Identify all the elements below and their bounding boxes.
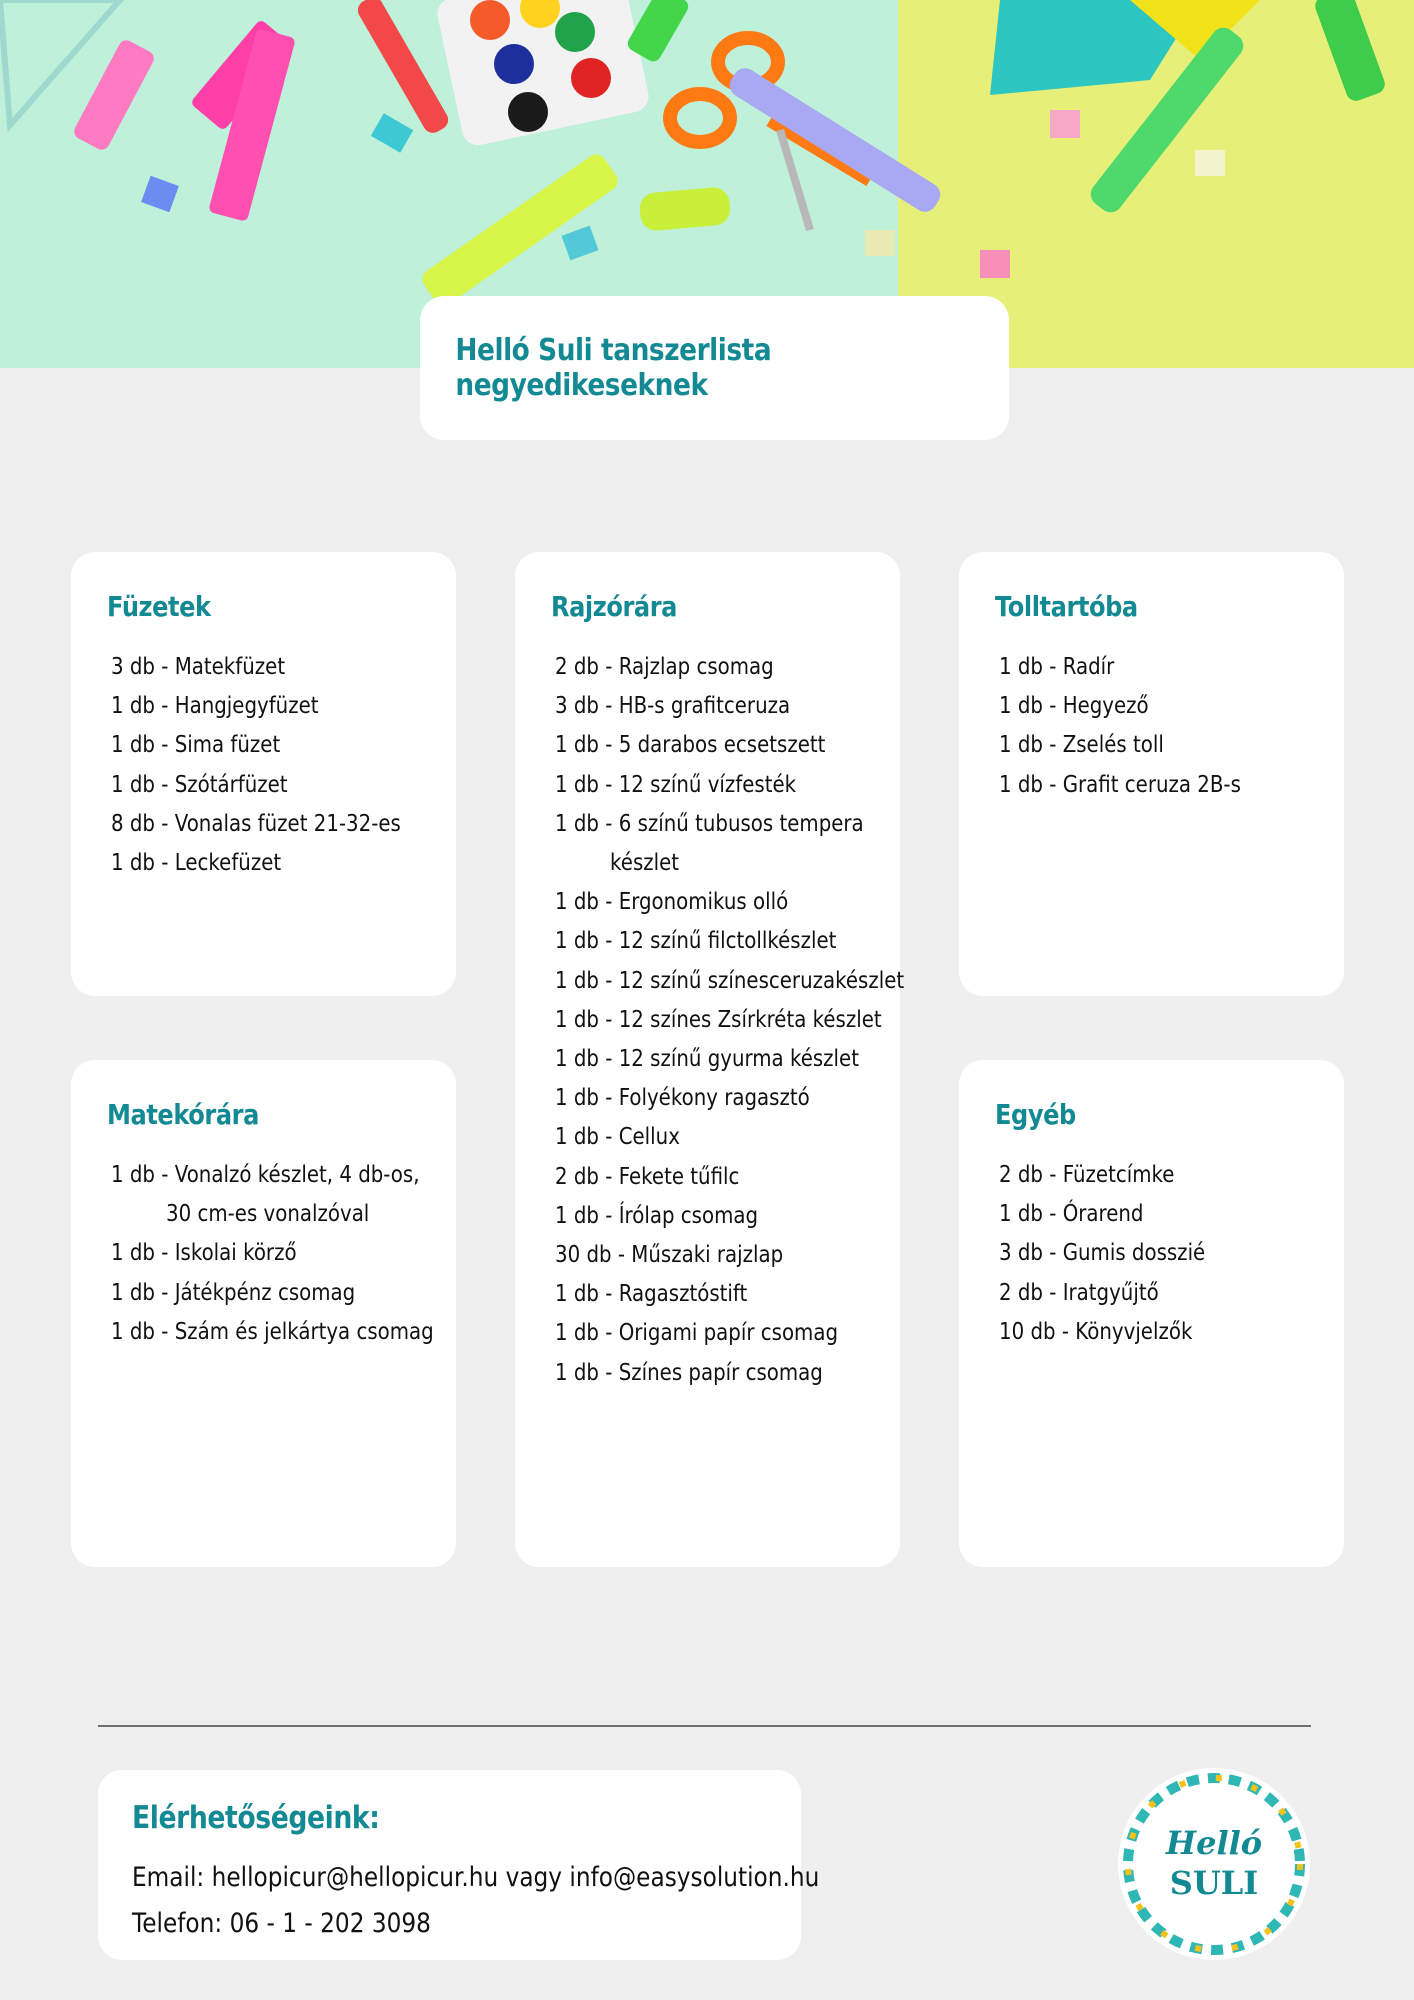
list-item: 2 db - Rajzlap csomag xyxy=(555,654,774,680)
list-item: 3 db - Gumis dosszié xyxy=(999,1240,1206,1267)
item-list xyxy=(999,1156,1334,1352)
continuation-text: készlet xyxy=(610,850,680,877)
list-item-continuation xyxy=(555,844,843,883)
item-list xyxy=(111,648,446,883)
list-item: 1 db - Folyékony ragasztó xyxy=(555,1085,810,1112)
list-item: 1 db - Vonalzó készlet, 4 db-os, xyxy=(111,1162,420,1188)
list-item: 1 db - 5 darabos ecsetszett xyxy=(555,732,826,759)
list-item: 2 db - Fekete tűfilc xyxy=(555,1163,740,1190)
list-item: 10 db - Könyvjelzők xyxy=(999,1318,1193,1345)
list-item: 3 db - Matekfüzet xyxy=(111,654,286,680)
list-item: 3 db - HB-s grafitceruza xyxy=(555,693,791,720)
card-title: Tolltartóba xyxy=(995,590,1138,623)
list-item: 2 db - Iratgyűjtő xyxy=(999,1279,1159,1306)
logo-line1: Helló xyxy=(1165,1824,1263,1862)
card-fuzetek xyxy=(71,552,456,996)
card-title: Egyéb xyxy=(995,1098,1076,1131)
list-item: 1 db - 12 színes Zsírkréta készlet xyxy=(555,1006,882,1033)
card-tolltartoba xyxy=(959,552,1344,996)
list-item: 1 db - Szám és jelkártya csomag xyxy=(111,1318,434,1345)
list-item: 2 db - Füzetcímke xyxy=(999,1162,1175,1188)
list-item: 1 db - Grafit ceruza 2B-s xyxy=(999,771,1241,798)
list-item: 1 db - Hangjegyfüzet xyxy=(111,693,319,720)
list-item: 1 db - 12 színű színesceruzakészlet xyxy=(555,967,905,994)
logo-line2: SULI xyxy=(1169,1864,1259,1902)
list-item: 1 db - 12 színű gyurma készlet xyxy=(555,1046,859,1073)
contact-card xyxy=(98,1770,820,1960)
list-item: 1 db - Hegyező xyxy=(999,693,1149,720)
list-item: 1 db - Órarend xyxy=(999,1201,1144,1228)
list-item: 30 db - Műszaki rajzlap xyxy=(555,1242,784,1269)
page-title: Helló Suli tanszerlista negyedikeseknek xyxy=(455,333,772,403)
card-egyeb xyxy=(959,1060,1344,1567)
list-item: 1 db - Játékpénz csomag xyxy=(111,1279,356,1306)
card-title: Matekórára xyxy=(107,1098,259,1131)
card-rajzorara xyxy=(515,552,905,1567)
list-item: 1 db - 6 színű tubusos tempera xyxy=(555,810,864,837)
list-item: 1 db - Sima füzet xyxy=(111,732,281,759)
item-list xyxy=(111,1156,446,1352)
list-item: 1 db - Ragasztóstift xyxy=(555,1281,748,1308)
list-item: 1 db - 12 színű filctollkészlet xyxy=(555,928,837,955)
list-item: 1 db - Zselés toll xyxy=(999,732,1164,759)
list-item: 1 db - Leckefüzet xyxy=(111,850,282,877)
item-list xyxy=(999,648,1334,805)
hello-suli-logo xyxy=(1116,1766,1312,1962)
list-item: 1 db - Cellux xyxy=(555,1124,680,1151)
list-item: 1 db - Írólap csomag xyxy=(555,1202,759,1229)
item-list xyxy=(555,648,905,1393)
card-title: Füzetek xyxy=(107,590,211,623)
list-item: 1 db - Ergonomikus olló xyxy=(555,889,789,916)
list-item: 1 db - Szótárfüzet xyxy=(111,771,288,798)
footer-divider xyxy=(98,1725,1311,1727)
list-item: 1 db - Iskolai körző xyxy=(111,1240,297,1267)
card-title: Rajzórára xyxy=(551,590,677,623)
list-item: 1 db - Radír xyxy=(999,654,1115,680)
list-item: 1 db - Origami papír csomag xyxy=(555,1320,839,1347)
contact-phone: Telefon: 06 - 1 - 202 3098 xyxy=(132,1908,431,1939)
title-card xyxy=(420,296,1009,440)
contact-title: Elérhetőségeink: xyxy=(132,1800,380,1836)
continuation-text: 30 cm-es vonalzóval xyxy=(166,1201,370,1228)
card-matekorara xyxy=(71,1060,456,1567)
list-item: 1 db - 12 színű vízfesték xyxy=(555,771,797,798)
contact-email: Email: hellopicur@hellopicur.hu vagy info@easysolution.hu xyxy=(132,1862,820,1893)
list-item-continuation xyxy=(111,1195,399,1234)
list-item: 8 db - Vonalas füzet 21-32-es xyxy=(111,810,401,837)
list-item: 1 db - Színes papír csomag xyxy=(555,1359,823,1386)
